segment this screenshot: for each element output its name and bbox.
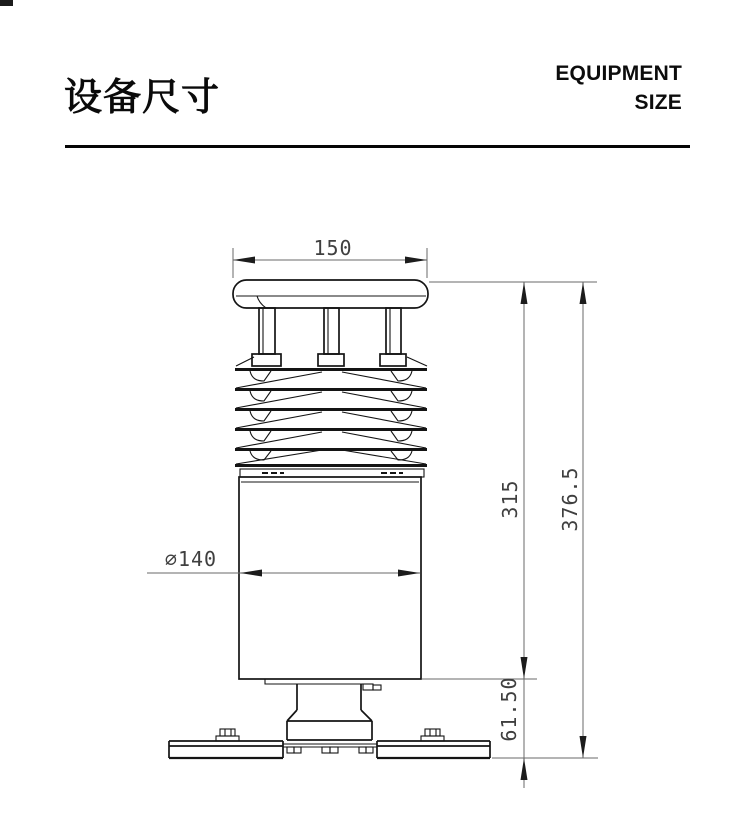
device-top-cap: [233, 280, 428, 308]
device-posts: [236, 308, 427, 366]
page-title-en-line2: SIZE: [634, 90, 682, 114]
dim-base-height: [497, 676, 528, 788]
plate-top-bolt-left: [216, 729, 239, 741]
dim-label-body-diameter: ∅140: [164, 547, 218, 571]
dim-label-body-height: 315: [498, 479, 522, 519]
dim-top-width: [233, 236, 427, 278]
dim-label-overall-height: 376.5: [558, 466, 582, 532]
base-assembly: [265, 679, 381, 740]
page-title-cn: 设备尺寸: [64, 77, 221, 119]
dim-label-base-height: 61.50: [497, 676, 521, 742]
dim-body-height: [498, 282, 528, 679]
plate-under-bolts: [287, 747, 373, 753]
louver-stack: [235, 368, 427, 477]
plate-top-bolt-right: [421, 729, 444, 741]
body-cylinder: [239, 477, 421, 679]
dim-overall-height: [558, 282, 587, 758]
page-title-en-line1: EQUIPMENT: [555, 62, 682, 85]
dim-label-top-width: 150: [313, 236, 353, 260]
mounting-plate: [169, 729, 490, 758]
dim-body-diameter: [147, 547, 420, 577]
